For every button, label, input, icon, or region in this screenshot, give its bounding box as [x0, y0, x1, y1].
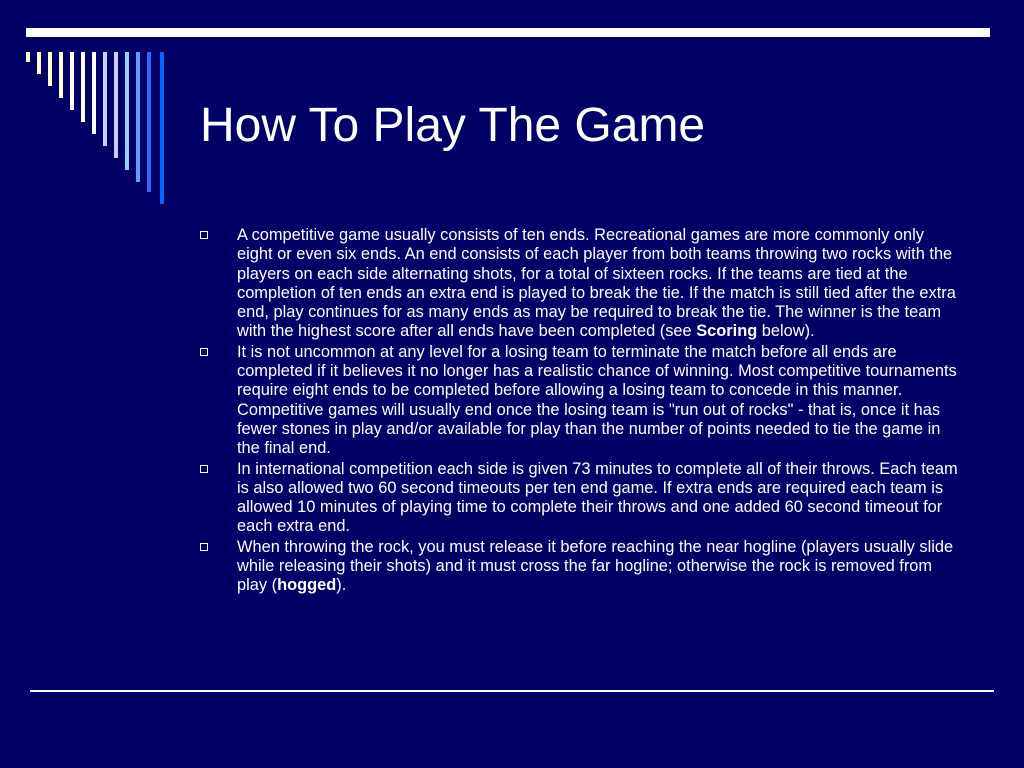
stripe [92, 52, 96, 134]
bullet-bold-term: Scoring [696, 322, 758, 341]
bullet-text-part: ). [336, 576, 347, 595]
bullet-text-part: below). [757, 322, 815, 341]
bottom-rule [30, 690, 994, 692]
stripe [136, 52, 140, 182]
bullet-item [196, 343, 960, 459]
stripe [114, 52, 118, 158]
stripe [103, 52, 107, 146]
slide-title: How To Play The Game [200, 99, 706, 152]
stripe [37, 52, 41, 74]
bullet-text [237, 538, 953, 595]
stripe [160, 52, 164, 204]
bullet-item [196, 226, 960, 342]
bullet-text [237, 343, 957, 457]
bullet-text [237, 460, 958, 536]
hollow-square-icon [200, 231, 208, 239]
stripe [70, 52, 74, 110]
decorative-stripes [0, 0, 180, 220]
stripe [147, 52, 151, 192]
bullet-text-part: A competitive game usually consists of ten ends. Recreational games are more commonly only eight or even six ends. An end consists of each player from both teams throwing two rocks with the players on each side alternating shots, for a total of sixteen rocks. If the teams are tied at the completion of ten ends an extra end is played to break the tie. If the match is still tied after the extra end, play continues for as many ends as may be required to break the tie. The winner is the team with the highest score after all ends have been completed (see [237, 226, 956, 341]
stripe [81, 52, 85, 122]
hollow-square-icon [200, 465, 208, 473]
bullet-item [196, 538, 960, 596]
bullet-text [237, 226, 956, 340]
bullet-list [196, 226, 960, 597]
bullet-item [196, 460, 960, 537]
stripe [59, 52, 63, 98]
stripe [26, 52, 30, 62]
bullet-text-part: It is not uncommon at any level for a losing team to terminate the match before all ends are completed if it believes it no longer has a realistic chance of winning. Most competitive tournaments require eight ends to be completed before allowing a losing team to concede in this manner. Competitive games will usually end once the losing team is "run out of rocks" - that is, once it has fewer stones in play and/or available for play than the number of points needed to tie the game in the final end. [237, 342, 957, 458]
stripe [48, 52, 52, 86]
bullet-text-part: When throwing the rock, you must release it before reaching the near hogline (players usually slide while releasing their shots) and it must cross the far hogline; otherwise the rock is removed from play ( [237, 537, 954, 595]
hollow-square-icon [200, 543, 208, 551]
bullet-text-part: In international competition each side is given 73 minutes to complete all of their throws. Each team is also allowed two 60 second timeouts per ten end game. If extra ends are required each team is allowed 10 minutes of playing time to complete their throws and one added 60 second timeout for each extra end. [237, 459, 958, 536]
bullet-bold-term: hogged [277, 576, 337, 595]
hollow-square-icon [200, 348, 208, 356]
stripe [125, 52, 129, 170]
